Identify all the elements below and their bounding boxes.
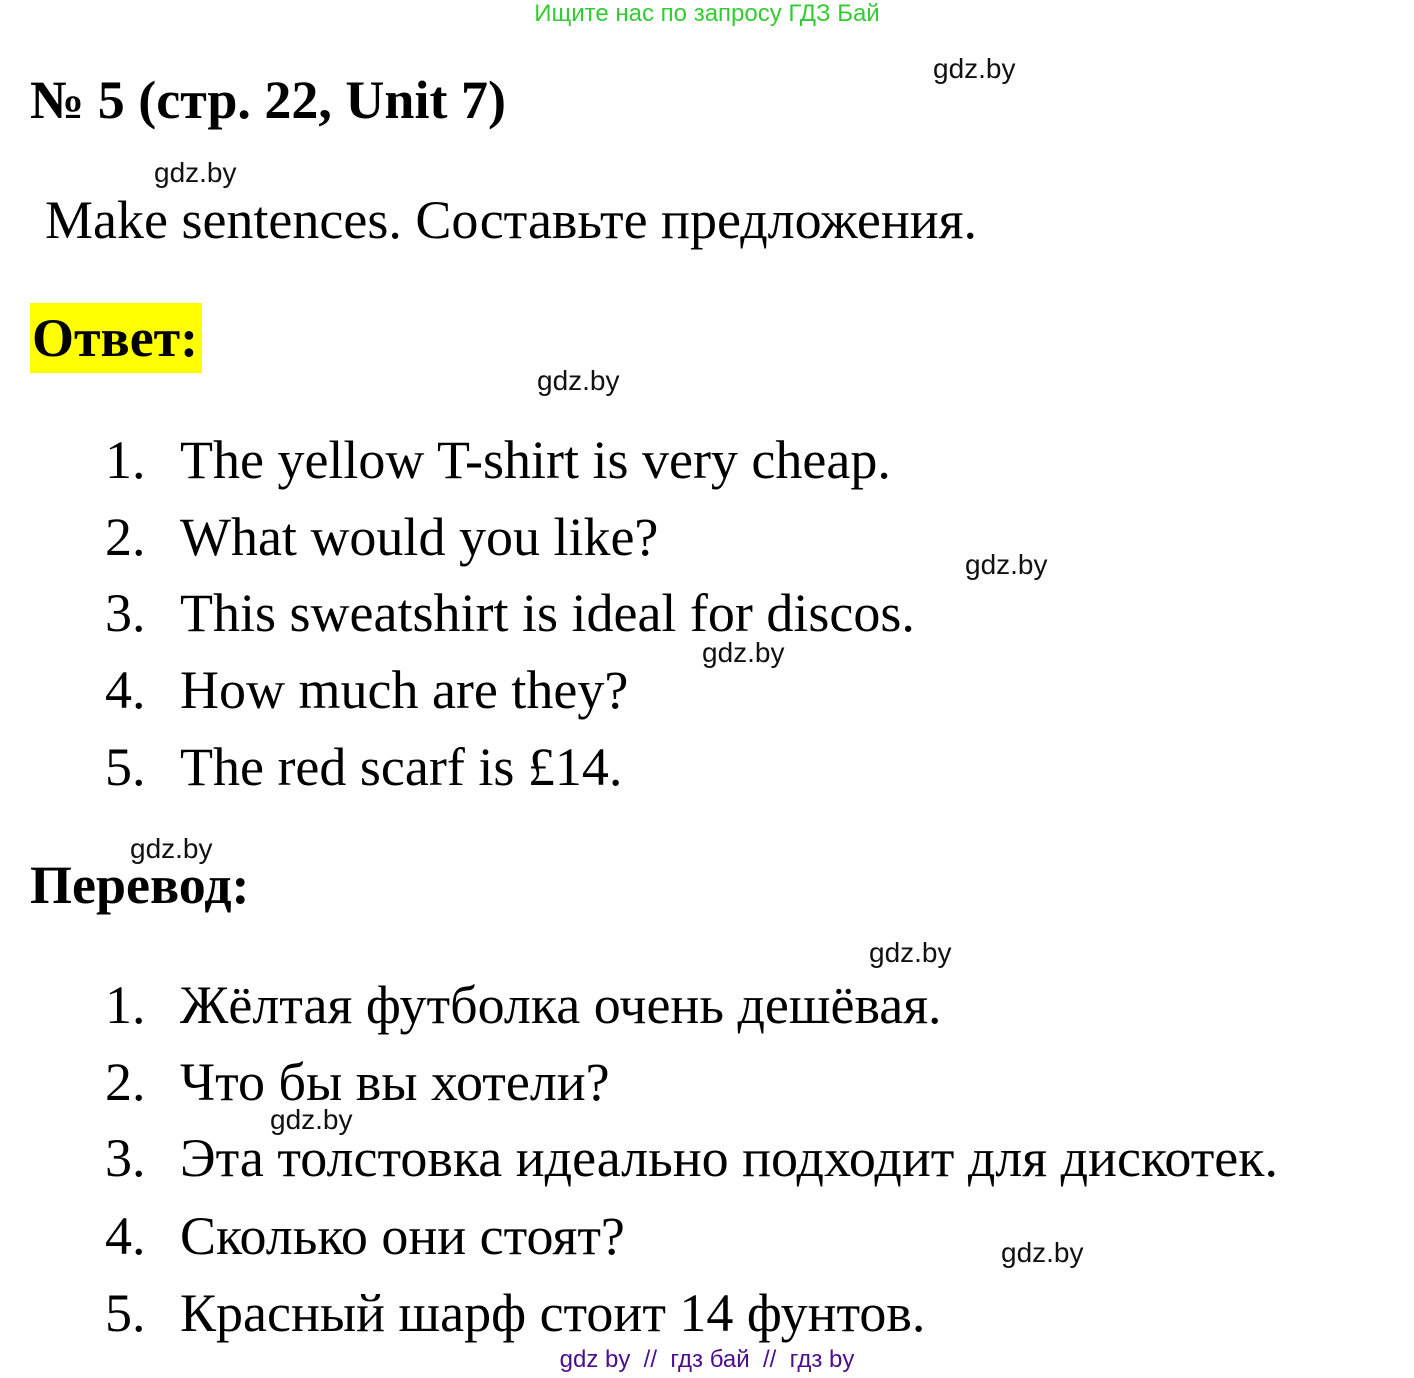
item-text: Эта толстовка идеально подходит для дискотек. <box>180 1128 1279 1188</box>
translation-item <box>105 1128 1279 1188</box>
task-text: Make sentences. Составьте предложения. <box>45 190 977 250</box>
item-text: How much are they? <box>180 660 629 720</box>
answer-item <box>105 737 623 797</box>
answer-heading: Ответ: <box>30 303 202 373</box>
item-number: 5. <box>105 737 146 797</box>
item-text: The red scarf is £14. <box>180 737 623 797</box>
item-text: The yellow T-shirt is very cheap. <box>180 430 891 490</box>
watermark: gdz.by <box>270 1104 353 1135</box>
item-number: 3. <box>105 1128 146 1188</box>
answer-item <box>105 660 629 720</box>
watermark: gdz.by <box>965 549 1048 580</box>
watermark: gdz.by <box>130 833 213 864</box>
page-title: № 5 (стр. 22, Unit 7) <box>30 70 506 130</box>
item-number: 4. <box>105 1206 146 1266</box>
translation-heading: Перевод: <box>30 855 250 915</box>
translation-item <box>105 975 942 1035</box>
item-number: 5. <box>105 1283 146 1343</box>
watermark: gdz.by <box>154 157 237 188</box>
translation-item <box>105 1283 926 1343</box>
item-number: 1. <box>105 430 146 490</box>
item-text: What would you like? <box>180 507 659 567</box>
search-banner: Ищите нас по запросу ГДЗ Бай <box>534 0 880 27</box>
watermark: gdz.by <box>869 937 952 968</box>
answer-item <box>105 507 659 567</box>
item-number: 2. <box>105 1052 146 1112</box>
footer-banner: gdz by // гдз бай // гдз by <box>559 1346 855 1373</box>
item-number: 3. <box>105 583 146 643</box>
item-number: 2. <box>105 507 146 567</box>
item-text: Сколько они стоят? <box>180 1206 625 1266</box>
item-text: Что бы вы хотели? <box>180 1052 610 1112</box>
item-text: This sweatshirt is ideal for discos. <box>180 583 915 643</box>
answer-item <box>105 583 915 643</box>
item-text: Красный шарф стоит 14 фунтов. <box>180 1283 926 1343</box>
item-number: 4. <box>105 660 146 720</box>
watermark: gdz.by <box>537 365 620 396</box>
item-text: Жёлтая футболка очень дешёвая. <box>180 975 942 1035</box>
watermark: gdz.by <box>702 637 785 668</box>
watermark: gdz.by <box>1001 1237 1084 1268</box>
item-number: 1. <box>105 975 146 1035</box>
translation-item <box>105 1206 625 1266</box>
watermark: gdz.by <box>933 53 1016 84</box>
translation-item <box>105 1052 610 1112</box>
answer-item <box>105 430 891 490</box>
